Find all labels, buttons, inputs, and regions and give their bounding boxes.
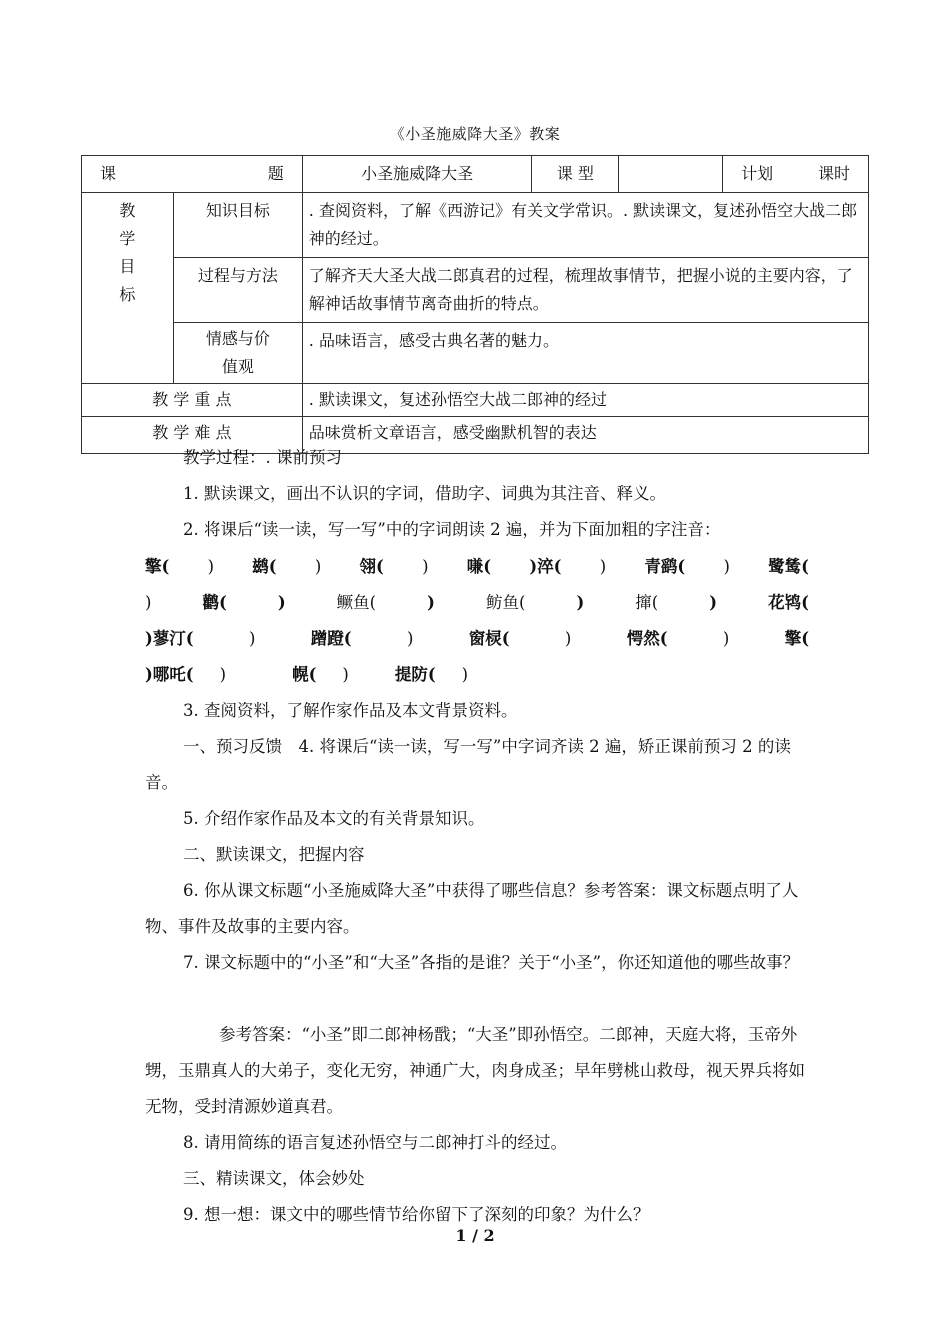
key-points-text: . 默读课文，复述孙悟空大战二郎神的经过	[302, 384, 868, 417]
goal-row	[82, 258, 869, 323]
page-number: 1 / 2	[455, 1226, 495, 1245]
type-header: 课 型	[532, 156, 619, 193]
item-5: 5. 介绍作家作品及本文的有关背景知识。	[183, 809, 485, 828]
char-row-3	[145, 621, 809, 657]
type-value	[619, 156, 723, 193]
course-header	[82, 156, 303, 193]
difficulty-label: 教 学 难 点	[82, 417, 303, 454]
char-item: )	[709, 593, 718, 612]
char-item: )	[599, 557, 607, 576]
char-item: )	[342, 665, 349, 684]
section-3-heading: 三、精读课文，体会妙处	[183, 1169, 365, 1188]
plan-hours-header	[723, 156, 869, 193]
goals-label-char: 教	[119, 201, 136, 220]
section-1-heading: 一、预习反馈 4. 将课后“读一读，写一写”中字词齐读 2 遍，矫正课前预习 2 的读音。	[145, 737, 791, 792]
char-item: 窗棂(	[468, 629, 510, 648]
item-3: 3. 查阅资料，了解作家作品及本文背景资料。	[183, 701, 518, 720]
goals-label-char: 学	[119, 229, 136, 248]
char-item: 撺(	[635, 593, 659, 612]
char-item: 蹭蹬(	[310, 629, 352, 648]
char-item: )哪吒(	[145, 665, 194, 684]
char-item: 嗛(	[466, 557, 492, 576]
char-item: 花鸨(	[768, 593, 809, 612]
char-item: 擎(	[145, 557, 170, 576]
char-item: 擎(	[784, 629, 809, 648]
goal-row	[82, 323, 869, 384]
item-7: 7. 课文标题中的“小圣”和“大圣”各指的是谁？关于“小圣”，你还知道他的哪些故事？	[183, 953, 800, 972]
goal-text: 了解齐天大圣大战二郎真君的过程，梳理故事情节，把握小说的主要内容，了解神话故事情节离奇曲折的特点。	[302, 258, 868, 323]
char-item: )	[461, 665, 469, 684]
goal-text: . 品味语言，感受古典名著的魅力。	[302, 323, 868, 384]
char-item: )	[564, 629, 572, 648]
char-item: )	[422, 557, 429, 576]
char-row-1	[145, 549, 809, 585]
char-item: 鹭鸶(	[768, 557, 809, 576]
plan-header-part: 计划	[741, 164, 774, 183]
document-title: 《小圣施威降大圣》教案	[389, 125, 561, 143]
goal-text: . 查阅资料，了解《西游记》有关文学常识。. 默读课文，复述孙悟空大战二郎神的经过。	[302, 193, 868, 258]
section-2-heading: 二、默读课文，把握内容	[183, 845, 365, 864]
char-item: 青鹞(	[644, 557, 686, 576]
lesson-plan-table	[81, 155, 869, 454]
char-item: 鲂鱼(	[485, 593, 526, 612]
char-item: )蓼汀(	[145, 629, 194, 648]
course-name: 小圣施威降大圣	[302, 156, 532, 193]
plan-header-part: 课时	[817, 164, 850, 183]
char-item: 愕然(	[626, 629, 668, 648]
answer-7: 参考答案：“小圣”即二郎神杨戬；“大圣”即孙悟空。二郎神，天庭大将，玉帝外甥，玉鼎真人的大弟子，变化无穷，神通广大，肉身成圣；早年劈桃山救母，视天界兵将如无物，受封清源妙道真君。	[145, 1025, 805, 1116]
char-item: )	[406, 629, 414, 648]
char-item: )	[427, 593, 435, 612]
table-header-row	[82, 156, 869, 193]
course-header-char: 题	[267, 164, 284, 183]
goals-label-char: 标	[119, 285, 136, 304]
goals-label	[82, 193, 174, 384]
char-item: )淬(	[529, 557, 562, 576]
key-points-label: 教 学 重 点	[82, 384, 303, 417]
char-item: 幌(	[292, 665, 317, 684]
char-item: 鹳(	[202, 593, 227, 612]
char-row-4	[145, 657, 809, 693]
process-heading: 教学过程：. 课前预习	[183, 448, 342, 467]
item-6: 6. 你从课文标题“小圣施威降大圣”中获得了哪些信息？参考答案：课文标题点明了人物、事件及故事的主要内容。	[145, 881, 799, 936]
char-item: )	[277, 593, 286, 612]
char-item: )	[723, 557, 730, 576]
key-points-row	[82, 384, 869, 417]
item-9: 9. 想一想：课文中的哪些情节给你留下了深刻的印象？为什么？	[183, 1205, 650, 1224]
goal-label: 过程与方法	[173, 258, 302, 323]
char-item: )	[248, 629, 256, 648]
char-item: 鳜鱼(	[336, 593, 377, 612]
char-item: 提防(	[394, 665, 436, 684]
item-2: 2. 将课后“读一读，写一写”中的字词朗读 2 遍，并为下面加粗的字注音：	[183, 520, 721, 539]
char-item: )	[207, 557, 214, 576]
difficulty-text: 品味赏析文章语言，感受幽默机智的表达	[302, 417, 868, 454]
goal-label: 情感与价值观	[173, 323, 302, 384]
course-header-char: 课	[100, 164, 117, 183]
item-1: 1. 默读课文，画出不认识的字词，借助字、词典为其注音、释义。	[183, 484, 666, 503]
char-item: )	[722, 629, 730, 648]
item-8: 8. 请用简练的语言复述孙悟空与二郎神打斗的经过。	[183, 1133, 567, 1152]
char-item: 翎(	[359, 557, 384, 576]
char-item: )	[576, 593, 585, 612]
char-item: )	[145, 593, 152, 612]
char-row-2	[145, 585, 809, 621]
goal-label: 知识目标	[173, 193, 302, 258]
char-item: )	[314, 557, 322, 576]
char-item: )	[219, 665, 227, 684]
goals-label-char: 目	[119, 257, 136, 276]
char-item: 鹚(	[252, 557, 277, 576]
goal-row	[82, 193, 869, 258]
